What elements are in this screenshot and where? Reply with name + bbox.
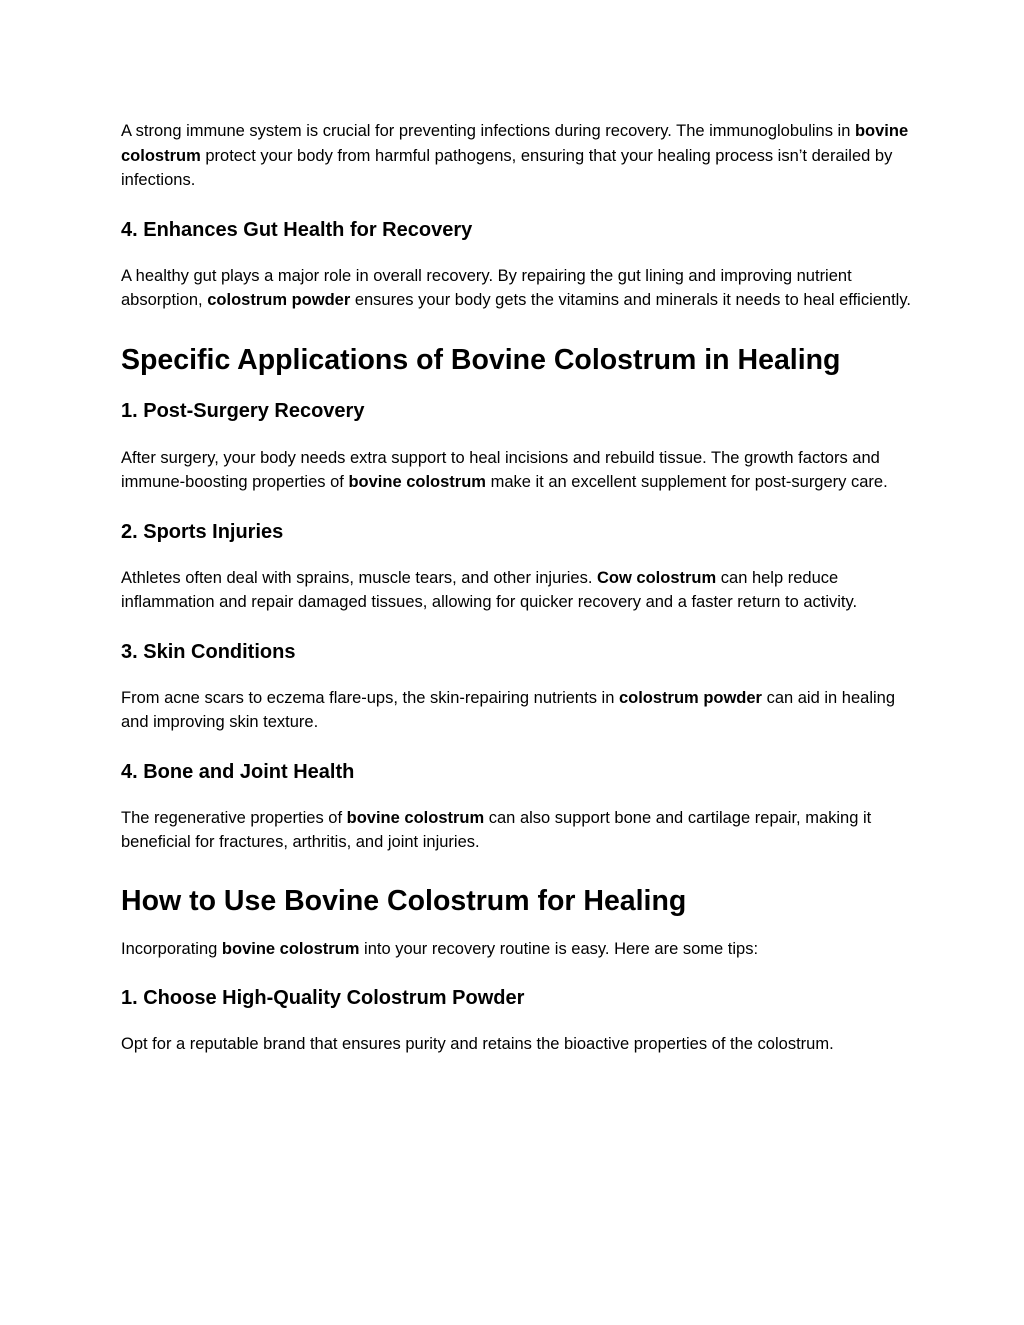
paragraph-immune-system (121, 119, 911, 193)
text: can also support bone and cartilage repair, making it beneficial for fractures, arthritis, and joint injuries. (121, 808, 872, 851)
text: can aid in healing and improving skin texture. (121, 688, 895, 731)
paragraph-skin-conditions (121, 686, 911, 735)
text: ensures your body gets the vitamins and minerals it needs to heal efficiently. (350, 291, 911, 309)
heading-how-to-use: How to Use Bovine Colostrum for Healing (121, 884, 687, 917)
bold-term: Cow colostrum (597, 568, 717, 587)
paragraph-gut-health (121, 264, 911, 313)
bold-term: bovine colostrum (346, 808, 485, 827)
paragraph-post-surgery (121, 446, 911, 495)
heading-choose-quality: 1. Choose High-Quality Colostrum Powder (121, 987, 525, 1009)
text: After surgery, your body needs extra support to heal incisions and rebuild tissue. The growth factors and immune-boosting properties of (121, 448, 880, 491)
text: The regenerative properties of (121, 808, 347, 827)
text: Athletes often deal with sprains, muscle tears, and other injuries. (121, 568, 597, 587)
paragraph-how-to-use (121, 937, 911, 962)
heading-gut-health: 4. Enhances Gut Health for Recovery (121, 218, 473, 241)
paragraph-bone-joint (121, 806, 911, 855)
text: From acne scars to eczema flare-ups, the skin-repairing nutrients in (121, 688, 619, 707)
heading-skin-conditions: 3. Skin Conditions (121, 640, 296, 663)
text: Incorporating (121, 939, 222, 958)
bold-term: colostrum powder (207, 291, 351, 309)
text: into your recovery routine is easy. Here are some tips: (359, 939, 759, 958)
text: make it an excellent supplement for post-surgery care. (485, 473, 888, 491)
heading-post-surgery: 1. Post-Surgery Recovery (121, 399, 365, 422)
text: A healthy gut plays a major role in overall recovery. By repairing the gut lining and improving nutrient absorption, (121, 266, 852, 309)
text: A strong immune system is crucial for preventing infections during recovery. The immunoglobulins in (121, 122, 855, 140)
heading-specific-applications: Specific Applications of Bovine Colostrum in Healing (121, 343, 841, 376)
paragraph-sports-injuries (121, 566, 911, 615)
bold-term: bovine colostrum (121, 122, 909, 165)
text: can help reduce inflammation and repair damaged tissues, allowing for quicker recovery and a faster return to activity. (121, 568, 858, 611)
bold-term: colostrum powder (618, 688, 762, 707)
heading-bone-joint: 4. Bone and Joint Health (121, 760, 355, 783)
paragraph-choose-quality: Opt for a reputable brand that ensures purity and retains the bioactive properties of the colostrum. (121, 1035, 834, 1053)
bold-term: bovine colostrum (221, 939, 360, 958)
bold-term: bovine colostrum (348, 473, 486, 491)
heading-sports-injuries: 2. Sports Injuries (121, 520, 284, 543)
text: protect your body from harmful pathogens, ensuring that your healing process isn’t derailed by infections. (121, 146, 893, 189)
document-page (121, 119, 911, 1057)
